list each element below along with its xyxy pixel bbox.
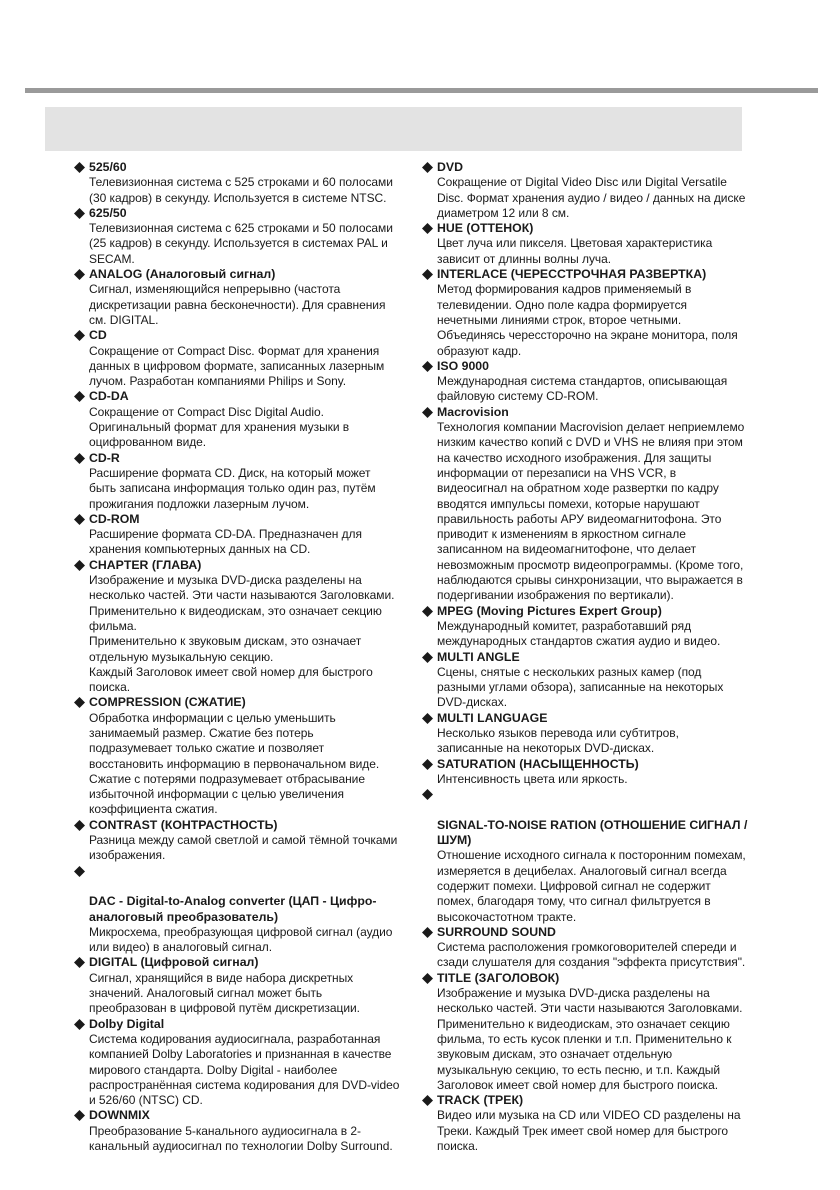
glossary-definition: Обработка информации с целью уменьшить занимаемый размер. Сжатие без потерь подразумевает только сжатие и позволяет восстановить информацию в первоначальном виде. Сжатие с потерями подразумевает отбрасывание избыточной информации с целью увеличения коэффициента сжатия. bbox=[89, 710, 380, 817]
glossary-entry bbox=[73, 864, 423, 956]
glossary-entry bbox=[421, 650, 773, 711]
glossary-entry bbox=[421, 925, 773, 971]
glossary-definition: Сокращение от Compact Disc Digital Audio. Оригинальный формат для хранения музыки в оцифрованном виде. bbox=[89, 404, 350, 450]
diamond-bullet-icon bbox=[74, 162, 85, 173]
glossary-term-text: CD-ROM bbox=[89, 511, 140, 526]
glossary-term-text: CD bbox=[89, 328, 107, 343]
glossary-entry bbox=[421, 359, 773, 405]
glossary-term-text: TITLE (ЗАГОЛОВОК) bbox=[437, 970, 560, 985]
glossary-definition: Интенсивность цвета или яркость. bbox=[437, 771, 628, 786]
glossary-definition: Телевизионная система с 625 строками и 50 полосами (25 кадров) в секунду. Используется в системах PAL и SECAM. bbox=[89, 221, 393, 266]
diamond-bullet-icon bbox=[74, 820, 85, 831]
glossary-definition: Несколько языков перевода или субтитров, записанные на некоторых DVD-дисках. bbox=[437, 725, 679, 756]
glossary-term bbox=[89, 864, 423, 925]
glossary-term bbox=[89, 267, 423, 282]
glossary-term bbox=[89, 206, 423, 221]
glossary-term-text: TRACK (ТРЕК) bbox=[437, 1093, 524, 1108]
glossary-entry bbox=[421, 787, 773, 925]
glossary-term-text: DVD bbox=[437, 160, 463, 174]
glossary-term bbox=[437, 787, 773, 848]
glossary-term-text: Dolby Digital bbox=[89, 1016, 165, 1031]
glossary-term bbox=[437, 221, 773, 236]
glossary-term-text: CHAPTER (ГЛАВА) bbox=[89, 557, 202, 572]
diamond-bullet-icon bbox=[74, 269, 85, 280]
diamond-bullet-icon bbox=[74, 330, 85, 341]
diamond-bullet-icon bbox=[74, 453, 85, 464]
diamond-bullet-icon bbox=[74, 560, 85, 571]
glossary-definition: Изображение и музыка DVD-диска разделены на несколько частей. Эти части называются Заголовками. Применительно к видеодискам, это означает секцию фильма. Применительно к звуковым дискам, это означает отдельную музыкальную секцию. Каждый Заголовок имеет свой номер для быстрого поиска. bbox=[89, 573, 395, 695]
diamond-bullet-icon bbox=[74, 514, 85, 525]
glossary-term-text: MULTI LANGUAGE bbox=[437, 710, 548, 725]
diamond-bullet-icon bbox=[422, 606, 433, 617]
diamond-bullet-icon bbox=[422, 759, 433, 770]
glossary-term bbox=[437, 971, 773, 986]
glossary-term bbox=[437, 925, 773, 940]
glossary-term bbox=[89, 818, 423, 833]
glossary-term bbox=[437, 160, 773, 175]
glossary-definition: Метод формирования кадров применяемый в телевидении. Одно поле кадра формируется нечетными линиями строк, второе четными. Объединясь черессторочно на экране монитора, поля образуют кадр. bbox=[437, 282, 738, 358]
glossary-definition: Международный комитет, разработавший ряд международных стандартов сжатия аудио и видео. bbox=[437, 618, 721, 649]
glossary-term-text: CD-DA bbox=[89, 389, 129, 404]
glossary-left-column bbox=[73, 160, 423, 1154]
diamond-bullet-icon bbox=[422, 269, 433, 280]
glossary-entry bbox=[73, 558, 423, 696]
glossary-term bbox=[89, 328, 423, 343]
diamond-bullet-icon bbox=[74, 957, 85, 968]
glossary-entry bbox=[421, 757, 773, 788]
glossary-entry bbox=[421, 604, 773, 650]
glossary-term-text: DAC - Digital-to-Analog converter (ЦАП - Цифро- аналоговый преобразователь) bbox=[89, 894, 377, 924]
glossary-entry bbox=[421, 267, 773, 359]
diamond-bullet-icon bbox=[422, 713, 433, 724]
glossary-entry bbox=[421, 1093, 773, 1154]
top-divider bbox=[25, 88, 818, 93]
glossary-term bbox=[437, 405, 773, 420]
glossary-definition: Преобразование 5-канального аудиосигнала в 2- канальный аудиосигнал по технологии Dolby Surround. bbox=[89, 1123, 393, 1153]
glossary-definition: Международная система стандартов, описывающая файловую систему CD-ROM. bbox=[437, 374, 728, 404]
diamond-bullet-icon bbox=[422, 1095, 433, 1106]
diamond-bullet-icon bbox=[422, 973, 433, 984]
glossary-entry bbox=[73, 206, 423, 267]
glossary-term bbox=[89, 558, 423, 573]
glossary-term-text: DIGITAL (Цифровой сигнал) bbox=[89, 955, 259, 970]
glossary-definition: Система кодирования аудиосигнала, разработанная компанией Dolby Laboratories и признанная в качестве мирового стандарта. Dolby Digital - наиболее распространённая система кодирования для DVD-video и 526/60 (NTSC) CD. bbox=[89, 1031, 400, 1108]
glossary-term bbox=[89, 512, 423, 527]
glossary-entry bbox=[421, 405, 773, 604]
glossary-term-text: COMPRESSION (СЖАТИЕ) bbox=[89, 695, 246, 710]
glossary-term bbox=[437, 757, 773, 772]
diamond-bullet-icon bbox=[422, 652, 433, 663]
glossary-entry bbox=[73, 512, 423, 558]
glossary-term bbox=[89, 389, 423, 404]
glossary-entry bbox=[73, 695, 423, 817]
glossary-term bbox=[89, 160, 423, 175]
glossary-entry bbox=[421, 711, 773, 757]
glossary-definition: Сокращение от Digital Video Disc или Digital Versatile Disc. Формат хранения аудио / видео / данных на диске диаметром 12 или 8 см. bbox=[437, 175, 746, 220]
glossary-definition: Видео или музыка на CD или VIDEO CD разделены на Треки. Каждый Трек имеет свой номер для быстрого поиска. bbox=[437, 1108, 741, 1153]
glossary-entry bbox=[73, 328, 423, 389]
glossary-term-text: HUE (ОТТЕНОК) bbox=[437, 221, 534, 236]
glossary-term-text: MPEG (Moving Pictures Expert Group) bbox=[437, 603, 662, 618]
glossary-definition: Расширение формата CD. Диск, на который может быть записана информация только один раз, путём прожигания подложки лазерным лучом. bbox=[89, 465, 376, 511]
glossary-term-text: MULTI ANGLE bbox=[437, 649, 520, 664]
glossary-term-text: DOWNMIX bbox=[89, 1108, 150, 1123]
glossary-term bbox=[89, 955, 423, 970]
glossary-definition: Цвет луча или пикселя. Цветовая характеристика зависит от длинны волны луча. bbox=[437, 236, 713, 266]
glossary-definition: Сцены, снятые с нескольких разных камер (под разными углами обзора), записанные на некоторых DVD-дисках. bbox=[437, 664, 724, 710]
glossary-definition: Телевизионная система с 525 строками и 60 полосами (30 кадров) в секунду. Используется в системе NTSC. bbox=[89, 175, 393, 205]
glossary-definition: Изображение и музыка DVD-диска разделены на несколько частей. Эти части называются Заголовками. Применительно к видеодискам, это означает секцию фильма, то есть кусок пленки и т.п. Применительно к звуковым дискам, это означает отдельную музыкальную секцию, то есть песню, и т.п. Каждый Заголовок имеет свой номер для быстрого поиска. bbox=[437, 986, 743, 1092]
glossary-definition: Микросхема, преобразующая цифровой сигнал (аудио или видео) в аналоговый сигнал. bbox=[89, 924, 393, 955]
glossary-entry bbox=[421, 221, 773, 267]
glossary-entry bbox=[73, 1108, 423, 1154]
diamond-bullet-icon bbox=[422, 407, 433, 418]
glossary-term bbox=[437, 604, 773, 619]
glossary-term bbox=[89, 695, 423, 710]
glossary-term-text: CONTRAST (КОНТРАСТНОСТЬ) bbox=[89, 817, 278, 832]
glossary-entry bbox=[73, 1017, 423, 1109]
glossary-right-column bbox=[421, 160, 773, 1154]
diamond-bullet-icon bbox=[422, 162, 433, 173]
glossary-entry bbox=[73, 267, 423, 328]
diamond-bullet-icon bbox=[422, 789, 433, 800]
diamond-bullet-icon bbox=[74, 1110, 85, 1121]
glossary-entry bbox=[73, 451, 423, 512]
glossary-term bbox=[437, 359, 773, 374]
glossary-definition: Сигнал, хранящийся в виде набора дискретных значений. Аналоговый сигнал может быть преобразован в цифровой путём дискретизации. bbox=[89, 970, 360, 1016]
glossary-term-text: 625/50 bbox=[89, 205, 127, 220]
glossary-definition: Расширение формата CD-DA. Предназначен для хранения компьютерных данных на CD. bbox=[89, 527, 362, 557]
glossary-term-text: SATURATION (НАСЫЩЕННОСТЬ) bbox=[437, 756, 639, 771]
diamond-bullet-icon bbox=[74, 697, 85, 708]
glossary-term bbox=[89, 1017, 423, 1032]
glossary-term bbox=[89, 1108, 423, 1123]
glossary-entry bbox=[421, 971, 773, 1093]
glossary-term-text: CD-R bbox=[89, 450, 120, 465]
diamond-bullet-icon bbox=[422, 927, 433, 938]
glossary-term bbox=[437, 267, 773, 282]
glossary-entry bbox=[73, 818, 423, 864]
glossary-term bbox=[437, 711, 773, 726]
glossary-entry bbox=[73, 955, 423, 1016]
glossary-term bbox=[437, 1093, 773, 1108]
diamond-bullet-icon bbox=[74, 1019, 85, 1030]
glossary-term-text: 525/60 bbox=[89, 160, 127, 174]
title-band bbox=[45, 107, 742, 151]
glossary-definition: Сигнал, изменяющийся непрерывно (частота дискретизации равна бесконечности). Для сравнения см. DIGITAL. bbox=[89, 282, 386, 327]
glossary-term bbox=[437, 650, 773, 665]
glossary-entry bbox=[73, 160, 423, 206]
diamond-bullet-icon bbox=[74, 391, 85, 402]
glossary-term-text: Macrovision bbox=[437, 404, 509, 419]
glossary-term bbox=[89, 451, 423, 466]
glossary-definition: Разница между самой светлой и самой тёмной точками изображения. bbox=[89, 833, 398, 863]
diamond-bullet-icon bbox=[74, 208, 85, 219]
glossary-term-text: ISO 9000 bbox=[437, 358, 489, 373]
glossary-entry bbox=[73, 389, 423, 450]
glossary-definition: Система расположения громкоговорителей спереди и сзади слушателя для создания "эффекта присутствия". bbox=[437, 940, 746, 970]
glossary-term-text: INTERLACE (ЧЕРЕССТРОЧНАЯ РАЗВЕРТКА) bbox=[437, 267, 707, 282]
glossary-definition: Сокращение от Compact Disc. Формат для хранения данных в цифровом формате, записанных лазерным лучом. Разработан компаниями Philips и Sony. bbox=[89, 343, 385, 389]
glossary-term-text: ANALOG (Аналоговый сигнал) bbox=[89, 267, 276, 282]
glossary-term-text: SIGNAL-TO-NOISE RATION (ОТНОШЕНИЕ СИГНАЛ / ШУМ) bbox=[437, 817, 748, 848]
glossary-definition: Отношение исходного сигнала к посторонним помехам, измеряется в децибелах. Аналоговый сигнал всегда содержит помехи. Цифровой сигнал не содержит помех, благодаря тому, что сигнал фильтруется в высокочастотном тракте. bbox=[437, 848, 746, 924]
glossary-term-text: SURROUND SOUND bbox=[437, 924, 556, 939]
diamond-bullet-icon bbox=[422, 361, 433, 372]
diamond-bullet-icon bbox=[74, 866, 85, 877]
diamond-bullet-icon bbox=[422, 223, 433, 234]
glossary-definition: Технология компании Macrovision делает неприемлемо низким качество копий с DVD и VHS не влияя при этом на качество исходного изображения. Для защиты информации от перезаписи на VHS VCR, в видеосигнал на обратном ходе развертки по кадру вводятся импульсы помехи, которые нарушают правильность работы АРУ видеомагнитофона. Это приводит к изменениям в яркостном сигнале записанном на видеомагнитофоне, что делает невозможным просмотр видеопрограммы. (Кроме того, наблюдаются срывы синхронизации, что выражается в подергивании изображения по вертикали). bbox=[437, 420, 745, 603]
glossary-entry bbox=[421, 160, 773, 221]
